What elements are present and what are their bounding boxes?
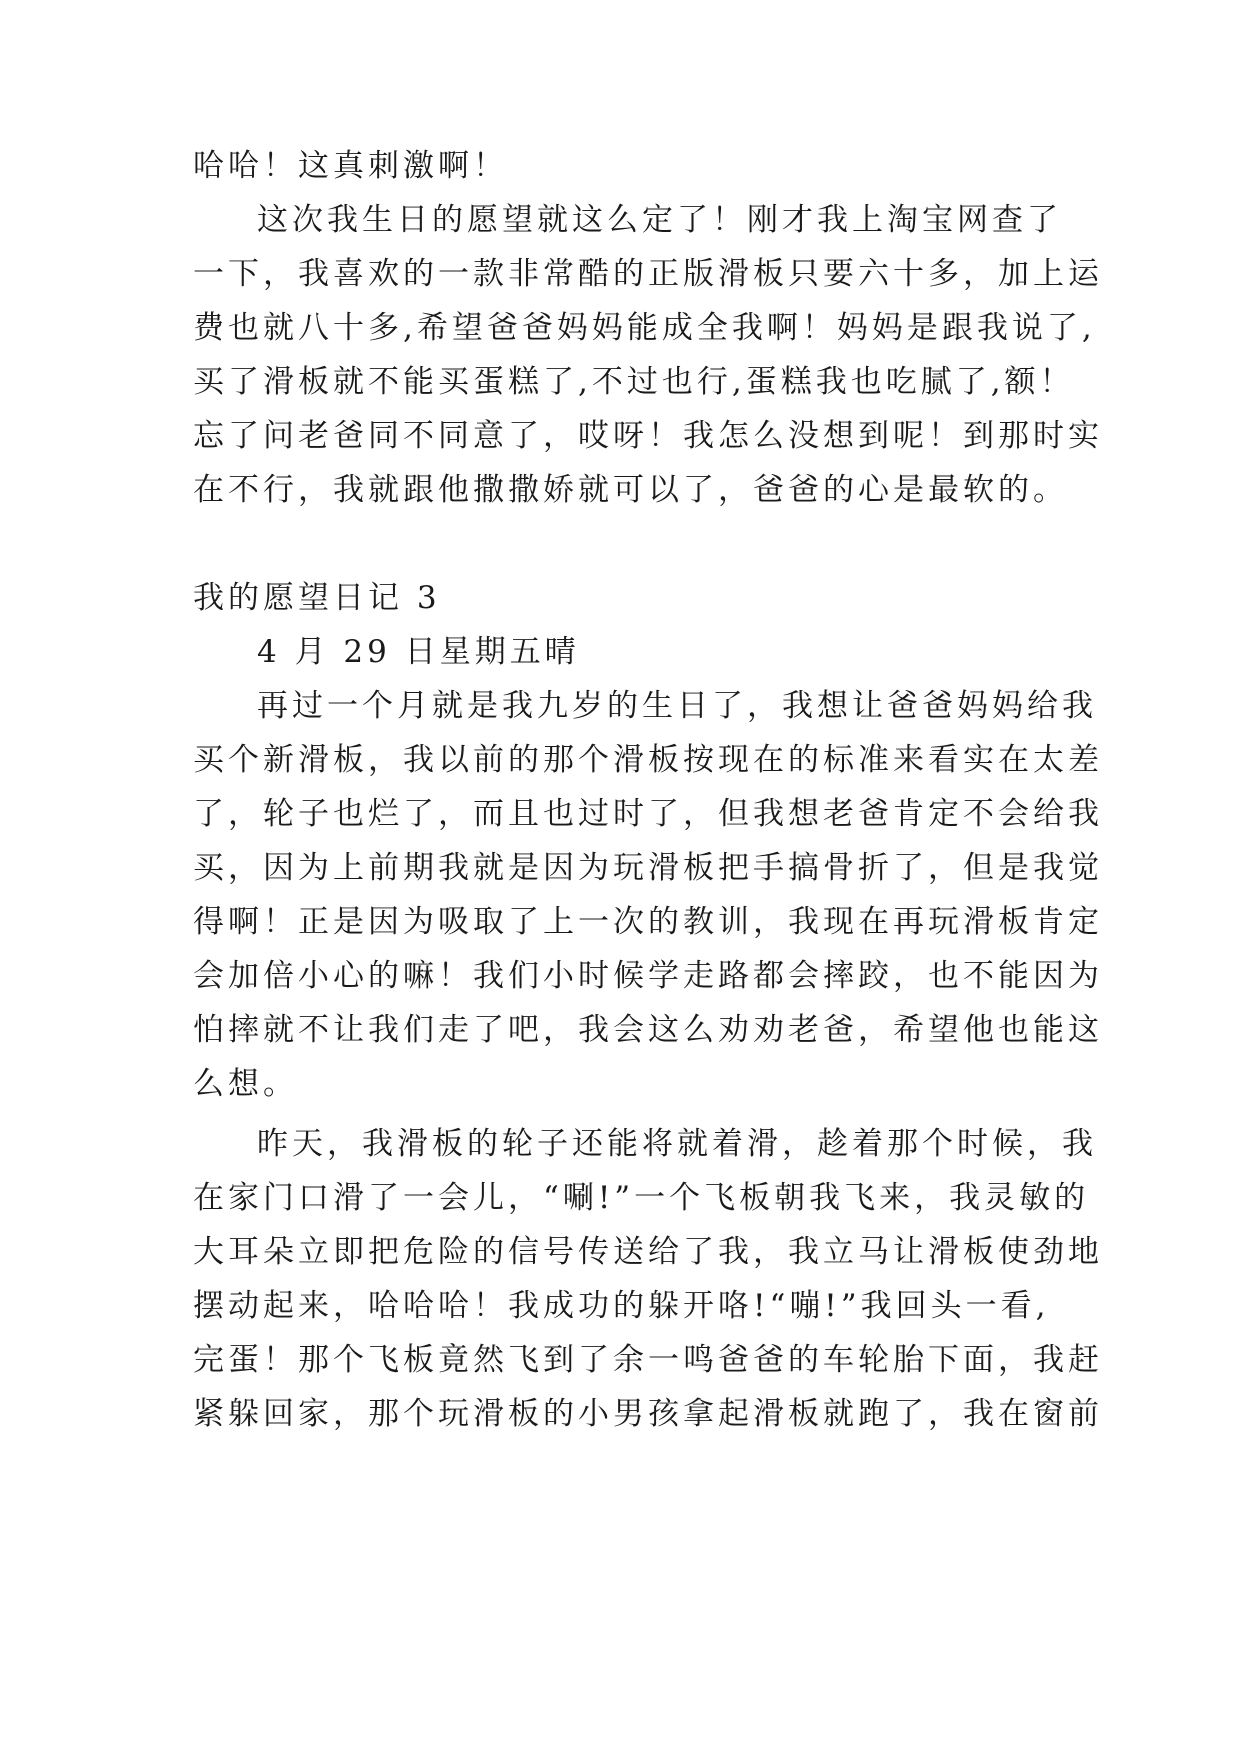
text-line: 紧躲回家，那个玩滑板的小男孩拿起滑板就跑了，我在窗前 (193, 1396, 1103, 1432)
text-line: 大耳朵立即把危险的信号传送给了我，我立马让滑板使劲地 (193, 1234, 1103, 1270)
text-line: 买个新滑板，我以前的那个滑板按现在的标准来看实在太差 (193, 742, 1103, 778)
text-line: 怕摔就不让我们走了吧，我会这么劝劝老爸，希望他也能这 (193, 1012, 1103, 1048)
text-line: 忘了问老爸同不同意了，哎呀！我怎么没想到呢！到那时实 (193, 418, 1103, 454)
text-line: 买了滑板就不能买蛋糕了,不过也行,蛋糕我也吃腻了,额！ (193, 364, 1075, 400)
text-line: 在家门口滑了一会儿，“唰!”一个飞板朝我飞来，我灵敏的 (193, 1180, 1090, 1216)
section-title: 我的愿望日记 3 (193, 580, 441, 616)
text-line: 费也就八十多,希望爸爸妈妈能成全我啊！妈妈是跟我说了, (193, 310, 1096, 346)
text-line: 摆动起来，哈哈哈！我成功的躲开咯!“嘣!”我回头一看, (193, 1288, 1050, 1324)
text-line: 完蛋！那个飞板竟然飞到了余一鸣爸爸的车轮胎下面，我赶 (193, 1342, 1103, 1378)
text-line: 哈哈！这真刺激啊！ (193, 148, 508, 184)
paragraph-start: 这次我生日的愿望就这么定了！刚才我上淘宝网查了 (257, 202, 1062, 238)
text-line: 会加倍小心的嘛！我们小时候学走路都会摔跤，也不能因为 (193, 958, 1103, 994)
paragraph-start: 再过一个月就是我九岁的生日了，我想让爸爸妈妈给我 (257, 688, 1097, 724)
text-line: 买，因为上前期我就是因为玩滑板把手搞骨折了，但是我觉 (193, 850, 1103, 886)
text-line: 了，轮子也烂了，而且也过时了，但我想老爸肯定不会给我 (193, 796, 1103, 832)
text-line: 在不行，我就跟他撒撒娇就可以了，爸爸的心是最软的。 (193, 472, 1068, 508)
text-line: 么想。 (193, 1066, 298, 1102)
diary-date: 4 月 29 日星期五晴 (257, 634, 580, 670)
paragraph-start: 昨天，我滑板的轮子还能将就着滑，趁着那个时候，我 (257, 1126, 1097, 1162)
text-line: 一下，我喜欢的一款非常酷的正版滑板只要六十多，加上运 (193, 256, 1103, 292)
text-line: 得啊！正是因为吸取了上一次的教训，我现在再玩滑板肯定 (193, 904, 1103, 940)
